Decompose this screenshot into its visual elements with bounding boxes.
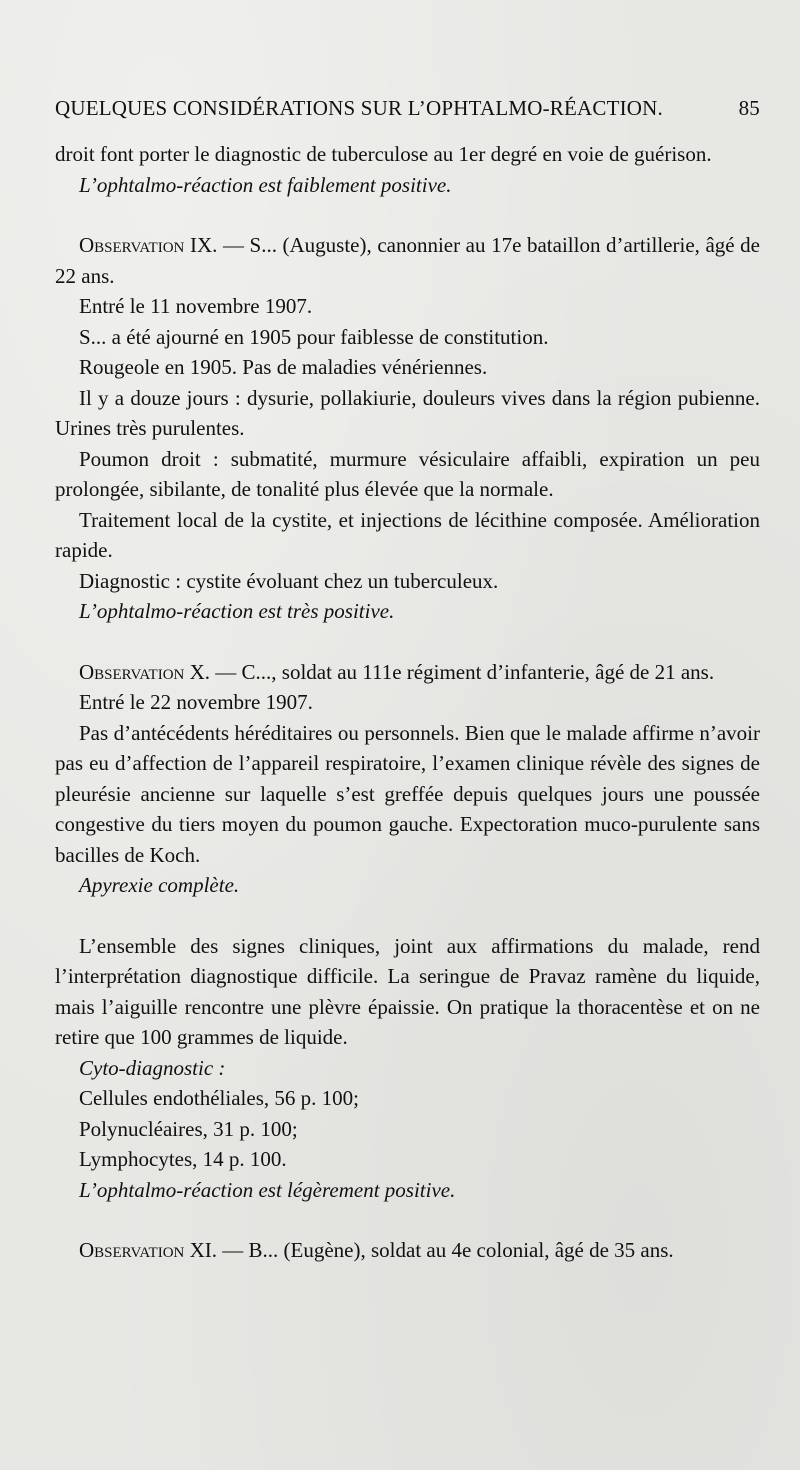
section-gap (55, 901, 760, 931)
obs9-line-2: S... a été ajourné en 1905 pour faiblesse de constitution. (79, 324, 549, 349)
obs9-line-4: Il y a douze jours : dysurie, pollakiurie, douleurs vives dans la région pubienne. Urines très purulentes. (55, 385, 760, 440)
section-gap (55, 200, 760, 230)
body-text (55, 139, 760, 1266)
obs9-label: Observation IX. (79, 233, 218, 257)
cyto-line-2: Polynucléaires, 31 p. 100; (79, 1116, 298, 1141)
section-gap (55, 627, 760, 657)
cyto-title: Cyto-diagnostic : (79, 1055, 226, 1080)
cyto-line-1: Cellules endothéliales, 56 p. 100; (79, 1086, 359, 1110)
obs9-heading (55, 230, 760, 291)
running-header (55, 96, 760, 124)
obs9-line-1: Entré le 11 novembre 1907. (79, 294, 313, 318)
obs11-intro: — B... (Eugène), soldat au 4e colonial, âgé de 35 ans. (222, 1238, 674, 1262)
obs11-label: Observation XI. (79, 1238, 218, 1262)
obs9-line-7: Diagnostic : cystite évoluant chez un tuberculeux. (79, 568, 499, 593)
running-header-title: QUELQUES CONSIDÉRATIONS SUR L’OPHTALMO-RÉACTION. (55, 96, 663, 120)
obs9-conclusion: L’ophtalmo-réaction est très positive. (79, 599, 395, 623)
obs9-line-5: Poumon droit : submatité, murmure vésiculaire affaibli, expiration un peu prolongée, sibilante, de tonalité plus élevée que la normale. (55, 446, 760, 501)
obs10-heading (55, 657, 760, 688)
obs10-line-2: Pas d’antécédents héréditaires ou personnels. Bien que le malade affirme n’avoir pas eu d’affection de l’appareil respiratoire, l’examen clinique révèle des signes de pleurésie ancienne sur laquelle s’est greffée depuis quelques jours une poussée congestive du tiers moyen du poumon gauche. Expectoration muco-purulente sans bacilles de Koch. (55, 720, 760, 867)
obs8-conclusion: L’ophtalmo-réaction est faiblement positive. (79, 172, 452, 197)
paragraph-continuation: droit font porter le diagnostic de tuberculose au 1er degré en voie de guérison. (55, 142, 712, 166)
obs9-intro: — S... (Auguste), canonnier au 17e bataillon d’artillerie, âgé de 22 ans. (55, 233, 760, 288)
obs9-line-3: Rougeole en 1905. Pas de maladies vénériennes. (79, 355, 488, 379)
obs10-apyrexie: Apyrexie complète. (79, 873, 240, 897)
obs10-conclusion: L’ophtalmo-réaction est légèrement positive. (79, 1177, 456, 1202)
obs10-intro: — C..., soldat au 111e régiment d’infanterie, âgé de 21 ans. (215, 659, 715, 684)
obs10-ensemble: L’ensemble des signes cliniques, joint aux affirmations du malade, rend l’interprétation diagnostique difficile. La seringue de Pravaz ramène du liquide, mais l’aiguille rencontre une plèvre épaissie. On pratique la thoracentèse et on ne retire que 100 grammes de liquide. (55, 933, 760, 1049)
obs10-line-1: Entré le 22 novembre 1907. (79, 690, 313, 714)
section-gap (55, 1205, 760, 1235)
page-number: 85 (738, 96, 760, 120)
cyto-line-3: Lymphocytes, 14 p. 100. (79, 1147, 287, 1171)
obs11-heading (55, 1235, 760, 1266)
obs10-label: Observation X. (79, 659, 211, 684)
obs9-line-6: Traitement local de la cystite, et injections de lécithine composée. Amélioration rapide. (55, 507, 760, 562)
